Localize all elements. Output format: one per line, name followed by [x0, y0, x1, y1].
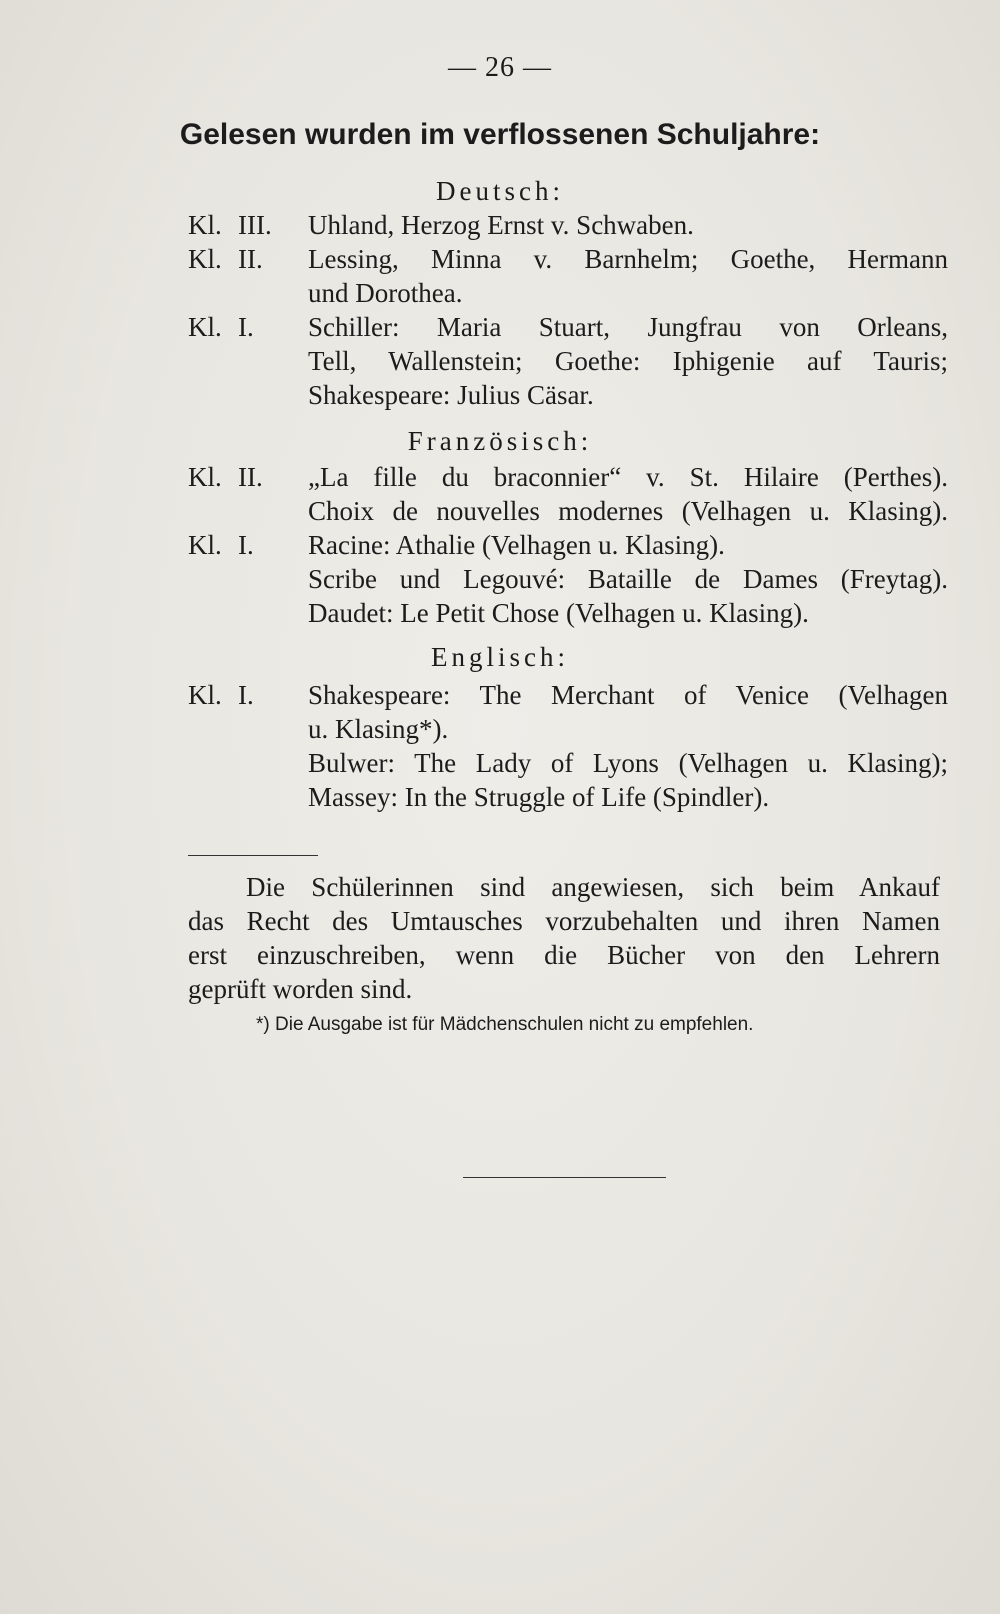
- section-title-englisch: Englisch:: [431, 642, 569, 672]
- notice-line: Die Schülerinnen sind angewiesen, sich beim Ankauf: [246, 872, 940, 902]
- notice-line: geprüft worden sind.: [188, 974, 413, 1004]
- reading-line: Schiller: Maria Stuart, Jungfrau von Orleans,: [308, 312, 948, 342]
- reading-line: Massey: In the Struggle of Life (Spindler).: [308, 782, 770, 812]
- class-label: Kl. I.: [188, 680, 254, 710]
- reading-line: Racine: Athalie (Velhagen u. Klasing).: [308, 530, 725, 560]
- reading-line: Choix de nouvelles modernes (Velhagen u. Klasing).: [308, 496, 948, 526]
- class-label: Kl. II.: [188, 244, 263, 274]
- reading-line: Lessing, Minna v. Barnhelm; Goethe, Hermann: [308, 244, 948, 274]
- section-title-deutsch: Deutsch:: [436, 176, 564, 206]
- footnote: *) Die Ausgabe ist für Mädchenschulen nicht zu empfehlen.: [256, 1014, 754, 1035]
- reading-line: u. Klasing*).: [308, 714, 449, 744]
- separator-rule: [188, 855, 318, 856]
- reading-line: Scribe und Legouvé: Bataille de Dames (Freytag).: [308, 564, 948, 594]
- class-label: Kl. II.: [188, 462, 263, 492]
- class-label: Kl. I.: [188, 530, 254, 560]
- reading-line: Uhland, Herzog Ernst v. Schwaben.: [308, 210, 694, 240]
- reading-line: und Dorothea.: [308, 278, 463, 308]
- reading-line: Shakespeare: The Merchant of Venice (Velhagen: [308, 680, 948, 710]
- reading-line: Daudet: Le Petit Chose (Velhagen u. Klasing).: [308, 598, 809, 628]
- notice-line: erst einzuschreiben, wenn die Bücher von den Lehrern: [188, 940, 940, 970]
- class-label: Kl. I.: [188, 312, 254, 342]
- notice-line: das Recht des Umtausches vorzubehalten und ihren Namen: [188, 906, 940, 936]
- reading-line: Shakespeare: Julius Cäsar.: [308, 380, 594, 410]
- class-label: Kl. III.: [188, 210, 272, 240]
- end-rule: [463, 1177, 666, 1178]
- page-heading: Gelesen wurden im verflossenen Schuljahre:: [179, 118, 821, 151]
- page-number: — 26 —: [448, 52, 552, 83]
- reading-line: Tell, Wallenstein; Goethe: Iphigenie auf Tauris;: [308, 346, 948, 376]
- section-title-franzoesisch: Französisch:: [407, 426, 593, 456]
- reading-line: „La fille du braconnier“ v. St. Hilaire (Perthes).: [308, 462, 948, 492]
- reading-line: Bulwer: The Lady of Lyons (Velhagen u. Klasing);: [308, 748, 948, 778]
